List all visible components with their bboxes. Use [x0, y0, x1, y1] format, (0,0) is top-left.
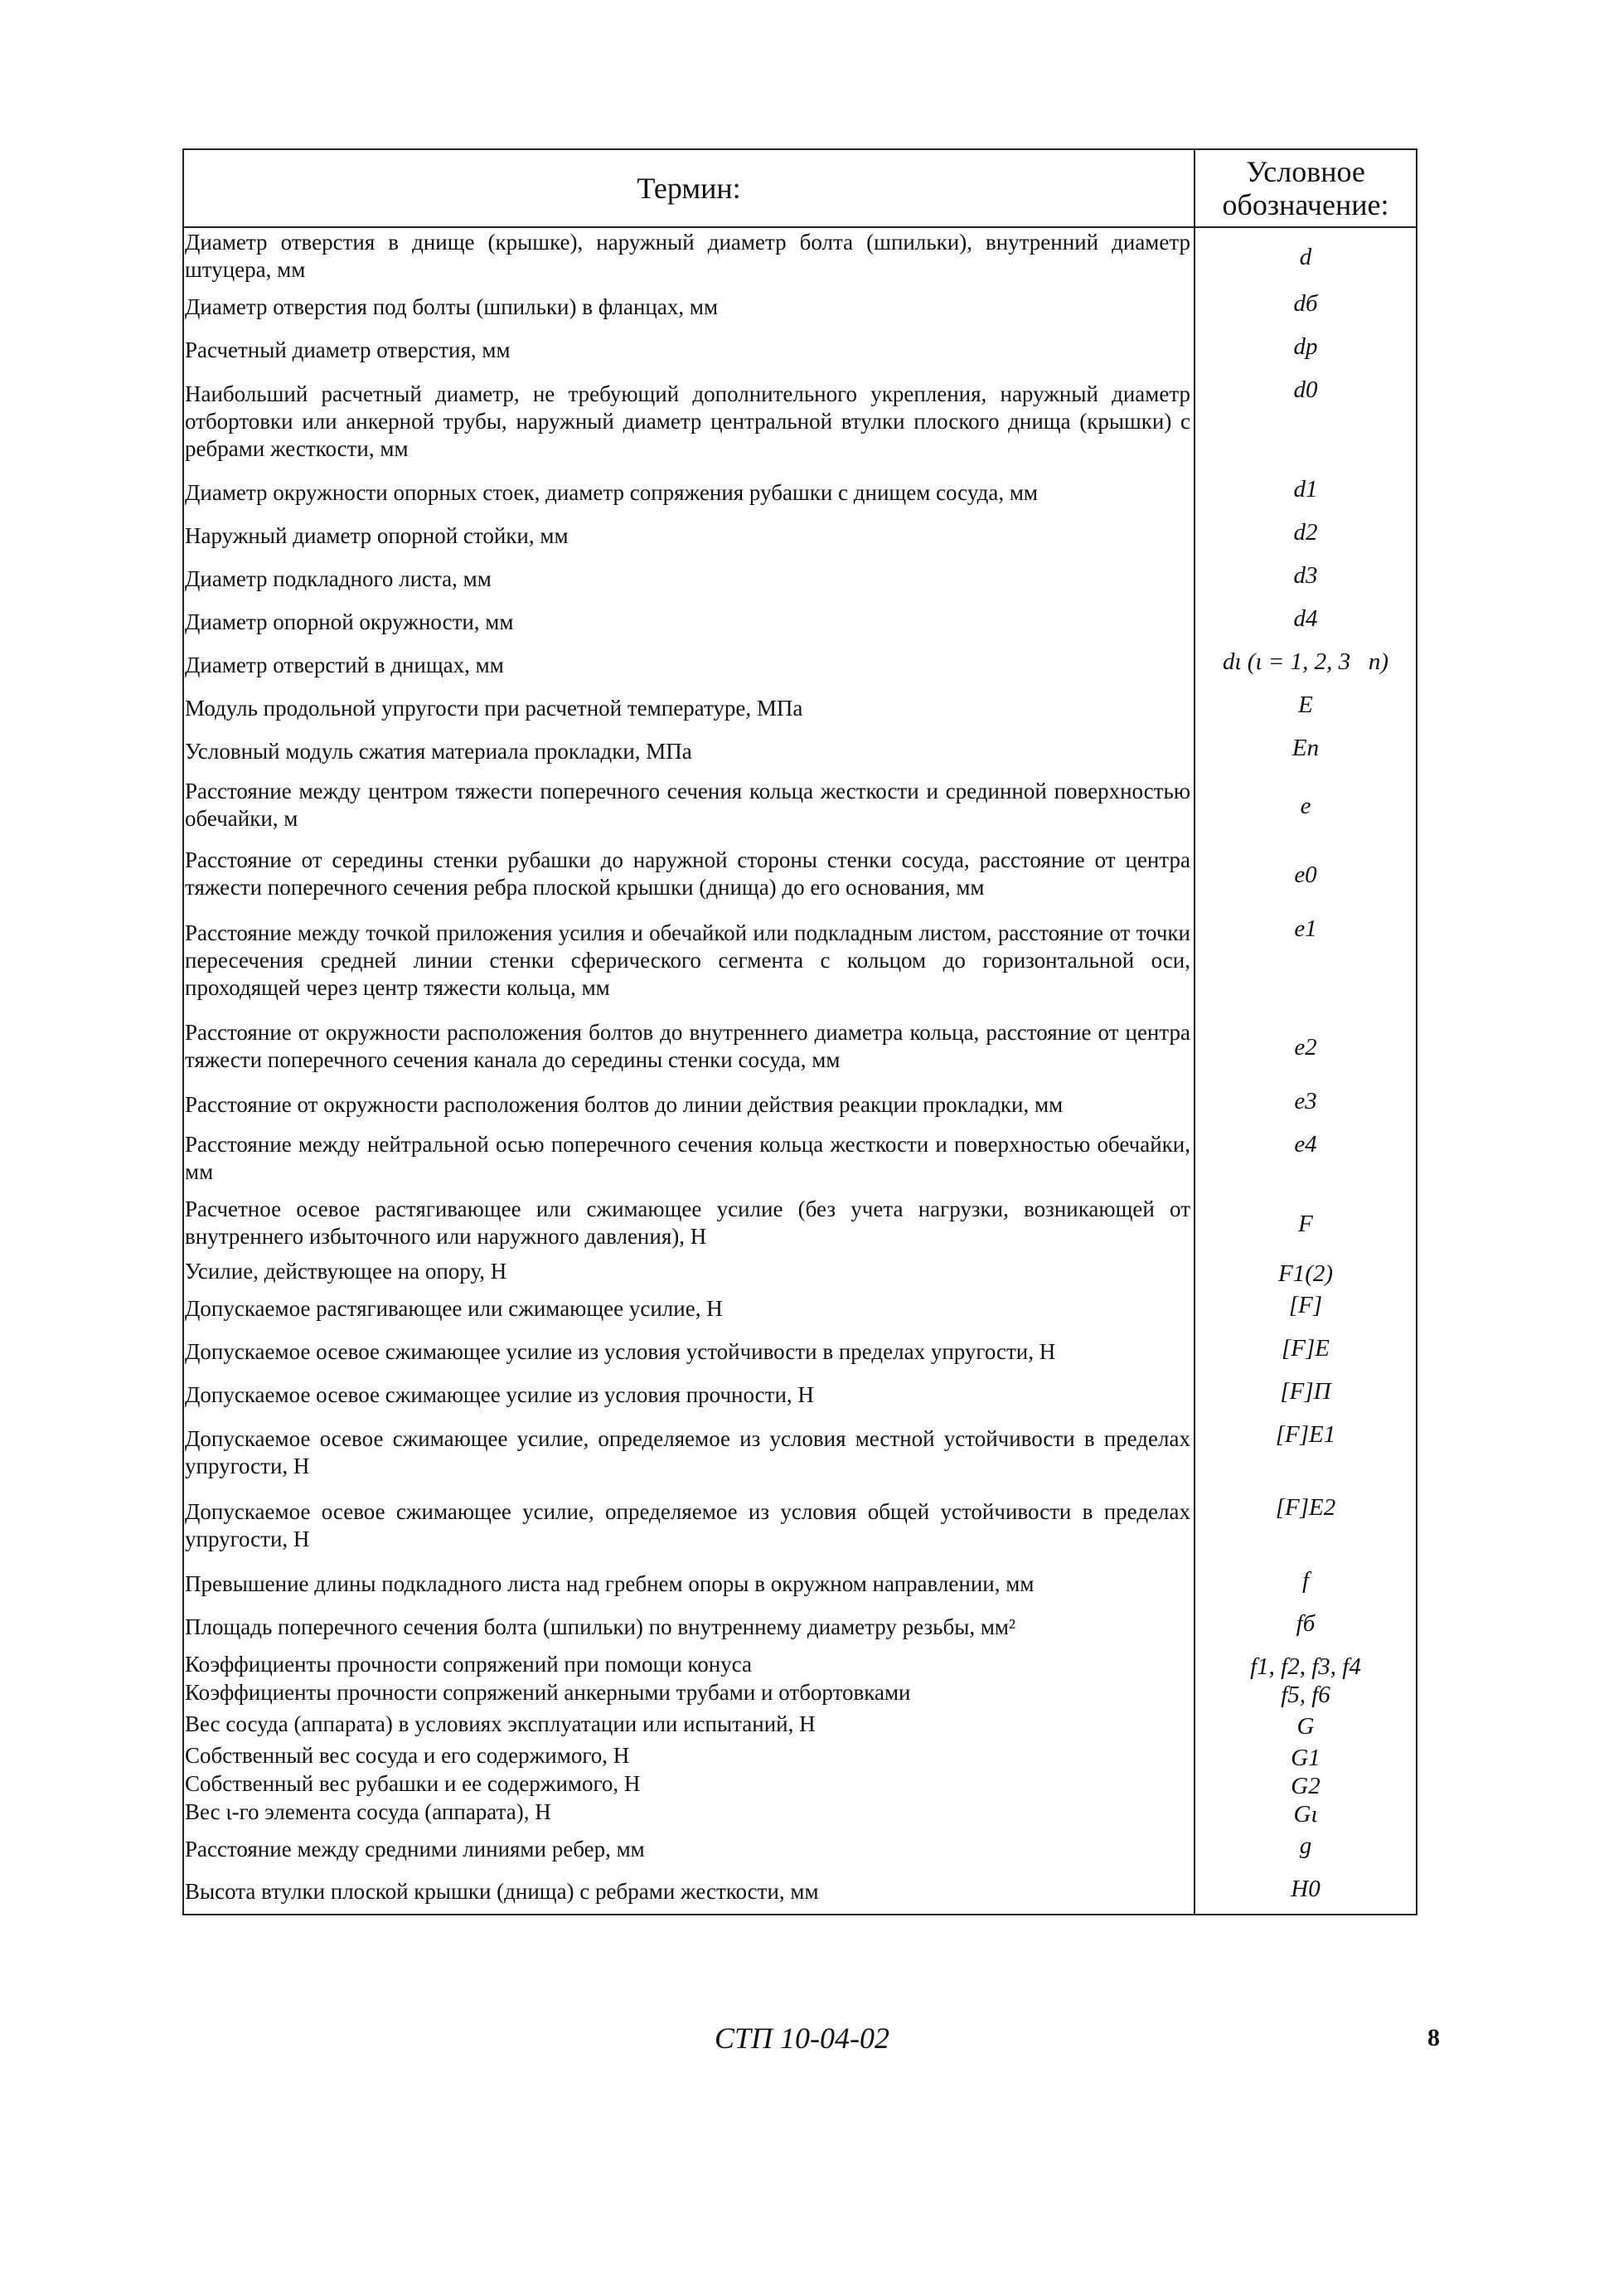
term-column-header: Термин: [183, 149, 1195, 227]
table-row [183, 1127, 1417, 1192]
term-cell: Расстояние между центром тяжести поперечного сечения кольца жесткости и срединной поверхностью обечайки, м [183, 774, 1195, 838]
table-row [183, 558, 1417, 601]
term-cell: Допускаемое осевое сжимающее усилие из условия прочности, Н [183, 1374, 1195, 1417]
table-row [183, 329, 1417, 372]
term-cell: Расстояние от окружности расположения болтов до внутреннего диаметра кольца, расстояние от центра тяжести поперечного сечения канала до середины стенки сосуда, мм [183, 1011, 1195, 1084]
symbol-cell: [F] [1195, 1288, 1417, 1331]
table-row [183, 601, 1417, 644]
symbol-cell: d2 [1195, 515, 1417, 558]
table-row [183, 1709, 1417, 1740]
symbol-cell: G [1195, 1709, 1417, 1740]
symbol-cell: d3 [1195, 558, 1417, 601]
symbol-cell: dр [1195, 329, 1417, 372]
table-row [183, 286, 1417, 329]
symbol-header-line-1: Условное [1246, 155, 1365, 188]
term-cell: Расстояние между средними линиями ребер, мм [183, 1828, 1195, 1871]
symbol-cell: [F]E1 [1195, 1417, 1417, 1490]
symbol-cell: H0 [1195, 1871, 1417, 1915]
table-row [183, 911, 1417, 1011]
symbol-header-line-2: обозначение: [1222, 188, 1389, 221]
term-cell: Допускаемое осевое сжимающее усилие, определяемое из условия местной устойчивости в пределах упругости, Н [183, 1417, 1195, 1490]
table-row [183, 1084, 1417, 1127]
symbol-cell: dι (ι = 1, 2, 3 n) [1195, 644, 1417, 687]
symbol-cell: g [1195, 1828, 1417, 1871]
term-cell: Допускаемое растягивающее или сжимающее усилие, Н [183, 1288, 1195, 1331]
page-number: 8 [1427, 2024, 1440, 2051]
symbol-cell: e0 [1195, 838, 1417, 911]
symbol-cell: fб [1195, 1606, 1417, 1649]
terms-table [182, 148, 1417, 1915]
term-cell: Модуль продольной упругости при расчетной температуре, МПа [183, 687, 1195, 731]
term-cell: Коэффициенты прочности сопряжений при помощи конуса Коэффициенты прочности сопряжений анкерными трубами и отбортовками [183, 1649, 1195, 1709]
term-cell: Диаметр отверстия в днище (крышке), наружный диаметр болта (шпильки), внутренний диаметр штуцера, мм [183, 227, 1195, 286]
table-row [183, 1417, 1417, 1490]
table-row [183, 1374, 1417, 1417]
table-row [183, 1331, 1417, 1374]
table-row [183, 472, 1417, 515]
term-cell: Диаметр отверстия под болты (шпильки) в фланцах, мм [183, 286, 1195, 329]
table-header-row [183, 149, 1417, 227]
table-row [183, 1649, 1417, 1709]
symbol-cell: [F]П [1195, 1374, 1417, 1417]
symbol-cell: G1 G2 Gι [1195, 1740, 1417, 1828]
table-row [183, 838, 1417, 911]
table-row [183, 1606, 1417, 1649]
table-row [183, 1828, 1417, 1871]
symbol-column-header [1195, 149, 1417, 227]
symbol-cell: e [1195, 774, 1417, 838]
term-cell: Расчетный диаметр отверстия, мм [183, 329, 1195, 372]
symbol-cell: d0 [1195, 372, 1417, 472]
symbol-cell: F [1195, 1192, 1417, 1256]
symbol-cell: d4 [1195, 601, 1417, 644]
table-row [183, 644, 1417, 687]
term-cell: Расстояние от середины стенки рубашки до наружной стороны стенки сосуда, расстояние от центра тяжести поперечного сечения ребра плоской крышки (днища) до его основания, мм [183, 838, 1195, 911]
table-row [183, 774, 1417, 838]
symbol-cell: F1(2) [1195, 1256, 1417, 1288]
symbol-cell: f [1195, 1563, 1417, 1606]
term-cell: Расстояние от окружности расположения болтов до линии действия реакции прокладки, мм [183, 1084, 1195, 1127]
table-row [183, 515, 1417, 558]
table-row [183, 1011, 1417, 1084]
term-cell: Допускаемое осевое сжимающее усилие, определяемое из условия общей устойчивости в пределах упругости, Н [183, 1490, 1195, 1563]
symbol-cell: Eп [1195, 731, 1417, 774]
symbol-cell: dб [1195, 286, 1417, 329]
document-code: СТП 10-04-02 [714, 2022, 889, 2055]
term-cell: Усилие, действующее на опору, Н [183, 1256, 1195, 1288]
table-row [183, 1563, 1417, 1606]
term-cell: Вес сосуда (аппарата) в условиях эксплуатации или испытаний, Н [183, 1709, 1195, 1740]
symbol-cell: d1 [1195, 472, 1417, 515]
table-row [183, 227, 1417, 286]
table-row [183, 372, 1417, 472]
term-cell: Расстояние между точкой приложения усилия и обечайкой или подкладным листом, расстояние от точки пересечения средней линии стенки сферического сегмента с кольцом до горизонтальной оси, проходящей через центр тяжести кольца, мм [183, 911, 1195, 1011]
table-row [183, 1740, 1417, 1828]
term-cell: Превышение длины подкладного листа над гребнем опоры в окружном направлении, мм [183, 1563, 1195, 1606]
symbol-cell: E [1195, 687, 1417, 731]
term-cell: Площадь поперечного сечения болта (шпильки) по внутреннему диаметру резьбы, мм² [183, 1606, 1195, 1649]
symbol-cell: d [1195, 227, 1417, 286]
table-row [183, 1871, 1417, 1915]
table-row [183, 1490, 1417, 1563]
symbol-cell: [F]E2 [1195, 1490, 1417, 1563]
symbol-cell: e1 [1195, 911, 1417, 1011]
term-cell: Диаметр отверстий в днищах, мм [183, 644, 1195, 687]
table-row [183, 1192, 1417, 1256]
term-cell: Условный модуль сжатия материала прокладки, МПа [183, 731, 1195, 774]
term-cell: Расстояние между нейтральной осью поперечного сечения кольца жесткости и поверхностью обечайки, мм [183, 1127, 1195, 1192]
term-cell: Высота втулки плоской крышки (днища) с ребрами жесткости, мм [183, 1871, 1195, 1915]
symbol-cell: e3 [1195, 1084, 1417, 1127]
term-cell: Собственный вес сосуда и его содержимого, Н Собственный вес рубашки и ее содержимого, Н Вес ι-го элемента сосуда (аппарата), Н [183, 1740, 1195, 1828]
symbol-cell: e2 [1195, 1011, 1417, 1084]
table-row [183, 731, 1417, 774]
term-cell: Диаметр подкладного листа, мм [183, 558, 1195, 601]
term-cell: Наружный диаметр опорной стойки, мм [183, 515, 1195, 558]
table-row [183, 1256, 1417, 1288]
symbol-cell: f1, f2, f3, f4 f5, f6 [1195, 1649, 1417, 1709]
symbol-cell: e4 [1195, 1127, 1417, 1192]
term-cell: Диаметр окружности опорных стоек, диаметр сопряжения рубашки с днищем сосуда, мм [183, 472, 1195, 515]
term-cell: Расчетное осевое растягивающее или сжимающее усилие (без учета нагрузки, возникающей от внутреннего избыточного или наружного давления), Н [183, 1192, 1195, 1256]
term-cell: Диаметр опорной окружности, мм [183, 601, 1195, 644]
symbol-cell: [F]E [1195, 1331, 1417, 1374]
term-cell: Допускаемое осевое сжимающее усилие из условия устойчивости в пределах упругости, Н [183, 1331, 1195, 1374]
term-cell: Наибольший расчетный диаметр, не требующий дополнительного укрепления, наружный диаметр отбортовки или анкерной трубы, наружный диаметр центральной втулки плоского днища (крышки) с ребрами жесткости, мм [183, 372, 1195, 472]
table-row [183, 687, 1417, 731]
table-row [183, 1288, 1417, 1331]
